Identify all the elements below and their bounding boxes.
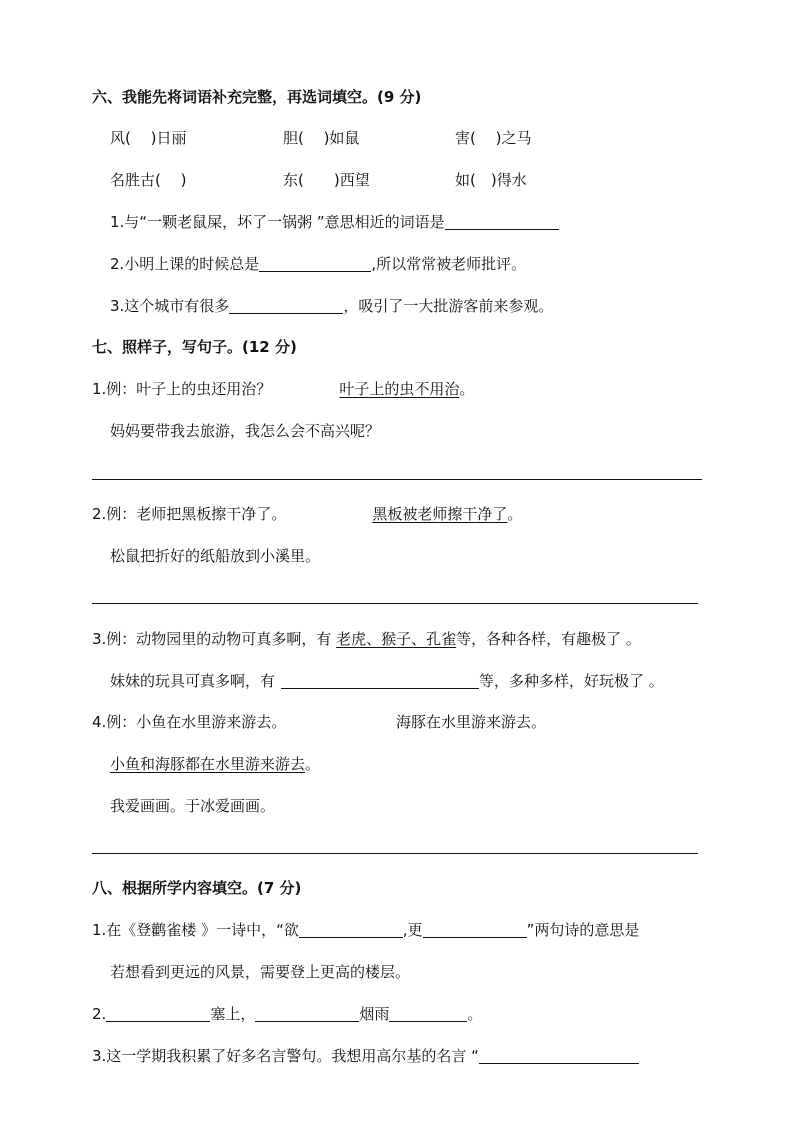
s8-q2-text-a: 2.	[92, 1005, 107, 1023]
s7-e3-blank[interactable]	[281, 672, 479, 689]
s7-e4-end: 。	[305, 755, 321, 773]
s8-q2-text-d: 。	[467, 1005, 483, 1023]
s8-q1-text-b: ,更	[402, 921, 423, 939]
s7-e1-task: 妈妈要带我去旅游，我怎么会不高兴呢？	[110, 422, 381, 440]
s8-q1-text-c: ”两句诗的意思是	[526, 921, 640, 939]
s7-example-1	[92, 378, 474, 400]
s7-e4-prompt-a: 4.例：小鱼在水里游来游去。	[92, 713, 287, 731]
s8-question-3	[92, 1045, 639, 1067]
idiom-3: 害( )之马	[455, 129, 532, 147]
idiom-1: 风( )日丽	[110, 129, 187, 147]
s8-q1-line-2: 若想看到更远的风景，需要登上更高的楼层。	[110, 963, 411, 981]
s7-e3-task-b: 等，多种多样，好玩极了 。	[479, 672, 664, 690]
s6-q1-text: 1.与“一颗老鼠屎，坏了一锅粥 ”意思相近的词语是	[110, 213, 445, 231]
s7-e3-task	[110, 670, 664, 692]
s7-e4-answer-line[interactable]	[92, 853, 698, 854]
s6-q2-text-a: 2.小明上课的时候总是	[110, 255, 260, 273]
s6-q3-text-b: ，吸引了一大批游客前来参观。	[343, 297, 554, 315]
idiom-2: 胆( )如鼠	[283, 129, 360, 147]
s7-e4-task: 我爱画画。于冰爱画画。	[110, 797, 276, 815]
idiom-6: 如( )得水	[455, 171, 527, 189]
s7-e2-answer: 黑板被老师擦干净了	[372, 505, 508, 523]
s7-e3-task-a: 妹妹的玩具可真多啊，有	[110, 672, 276, 690]
s7-e3-underlined: 老虎、猴子、孔雀	[336, 630, 457, 648]
s7-e1-prompt: 1.例：叶子上的虫还用治？	[92, 380, 272, 398]
s8-q2-blank-1[interactable]	[106, 1005, 210, 1022]
s7-e3-text-b: 等，各种各样，有趣极了 。	[456, 630, 641, 648]
s7-e1-answer-line[interactable]	[92, 479, 702, 480]
s6-question-1	[110, 211, 559, 233]
s8-q3-blank[interactable]	[479, 1047, 639, 1064]
s7-e2-task: 松鼠把折好的纸船放到小溪里。	[110, 547, 321, 565]
s8-q1-text-a: 1.在《登鹳雀楼 》一诗中，“欲	[92, 921, 299, 939]
s7-e2-end: 。	[507, 505, 523, 523]
s8-q3-text-a: 3.这一学期我积累了好多名言警句。我想用高尔基的名言 “	[92, 1047, 479, 1065]
s7-e2-answer-line[interactable]	[92, 603, 698, 604]
s8-q2-text-c: 烟雨	[359, 1005, 390, 1023]
s8-q1-blank-1[interactable]	[299, 921, 403, 938]
s8-question-1	[92, 919, 639, 941]
s7-e1-answer: 叶子上的虫不用治	[339, 380, 460, 398]
s7-example-3	[92, 628, 641, 650]
s7-example-4-answer	[110, 753, 320, 775]
idiom-5: 东( )西望	[283, 171, 370, 189]
s8-q2-text-b: 塞上，	[210, 1005, 256, 1023]
s7-e3-text-a: 3.例：动物园里的动物可真多啊，有	[92, 630, 337, 648]
s8-question-2	[92, 1003, 482, 1025]
idiom-4: 名胜古( )	[110, 171, 187, 189]
s7-e2-prompt: 2.例：老师把黑板擦干净了。	[92, 505, 287, 523]
section-7-heading: 七、照样子，写句子。(12 分)	[92, 338, 297, 356]
s6-q1-blank[interactable]	[445, 213, 559, 230]
s7-e1-end: 。	[459, 380, 475, 398]
section-8-heading: 八、根据所学内容填空。(7 分)	[92, 879, 302, 897]
s8-q2-blank-2[interactable]	[255, 1005, 359, 1022]
section-6-heading: 六、我能先将词语补充完整，再选词填空。(9 分)	[92, 88, 422, 106]
s7-e4-answer: 小鱼和海豚都在水里游来游去	[110, 755, 306, 773]
s8-q2-blank-3[interactable]	[389, 1005, 467, 1022]
s8-q1-blank-2[interactable]	[423, 921, 527, 938]
s6-question-2	[110, 253, 526, 275]
s6-q3-blank[interactable]	[229, 297, 343, 314]
s7-example-2	[92, 503, 522, 525]
s6-q2-text-b: ,所以常常被老师批评。	[371, 255, 527, 273]
s6-question-3	[110, 295, 553, 317]
s7-e4-prompt-b: 海豚在水里游来游去。	[396, 713, 547, 731]
s6-q3-text-a: 3.这个城市有很多	[110, 297, 230, 315]
s6-q2-blank[interactable]	[259, 255, 371, 272]
